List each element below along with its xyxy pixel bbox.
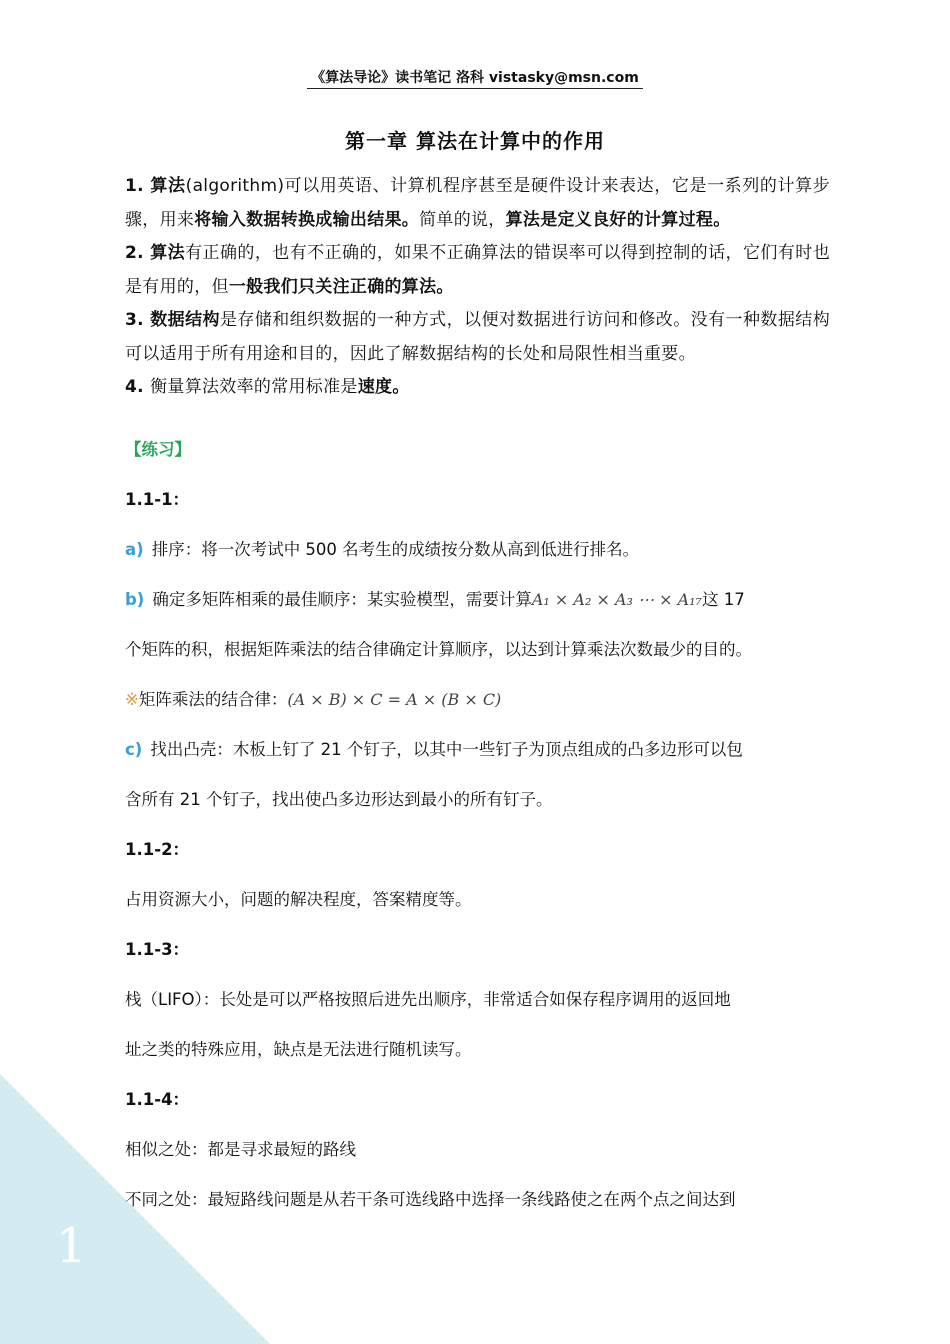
q1-1-a-text: 排序：将一次考试中 500 名考生的成绩按分数从高到低进行排名。 [151,540,640,559]
q1-1-b [125,588,835,612]
p4-num: 4. [125,377,151,397]
q1-1-b-label: b) [125,590,145,609]
p1-text-2: 简单的说， [419,209,506,230]
page-number: 1 [56,1218,87,1274]
intro-paragraph-2 [125,237,830,304]
q1-1-c-text-1: 找出凸壳：木板上钉了 21 个钉子，以其中一些钉子为顶点组成的凸多边形可以包 [150,740,743,759]
note-math: (A × B) × C = A × (B × C) [287,690,502,709]
q1-2-label: 1.1-2： [125,840,190,859]
q1-3-text-2: 址之类的特殊应用，缺点是无法进行随机读写。 [125,1040,472,1059]
q1-1-b-cont: 个矩阵的积，根据矩阵乘法的结合律确定计算顺序，以达到计算乘法次数最少的目的。 [125,640,752,659]
p2-num: 2. [125,243,151,263]
q1-1-a [125,538,835,562]
p1-text-1: (algorithm)可以用英语、计算机程序甚至是硬件设计来表达，它是一系列的计算步骤，用来 [125,176,830,230]
p1-num: 1. [125,176,151,196]
intro-paragraph-3 [125,304,830,371]
intro-paragraph-1 [125,170,830,237]
q1-4-label: 1.1-4： [125,1090,190,1109]
exercise-title: 【练习】 [125,440,191,459]
p3-bold-1: 数据结构 [150,310,220,330]
q1-1-c [125,738,835,762]
p2-text-1: 有正确的，也有不正确的，如果不正确算法的错误率可以得到控制的话，它们有时也是有用的，但 [125,243,830,297]
q1-1-label: 1.1-1： [125,490,190,509]
q1-3-label: 1.1-3： [125,940,190,959]
page-header [0,68,950,88]
q1-1-b-text-2: 这 17 [701,590,745,609]
p3-text-1: 是存储和组织数据的一种方式，以便对数据进行访问和修改。没有一种数据结构可以适用于所有用途和目的，因此了解数据结构的长处和局限性相当重要。 [125,310,831,364]
p2-bold-2: 一般我们只关注正确的算法。 [228,276,454,297]
p1-bold-2: 将输入数据转换成输出结果。 [194,209,420,230]
q1-1-b-text-1: 确定多矩阵相乘的最佳顺序：某实验模型，需要计算 [152,590,532,609]
q1-1-c-cont: 含所有 21 个钉子，找出使凸多边形达到最小的所有钉子。 [125,790,553,809]
header-text: 《算法导论》读书笔记 洛科 vistasky@msn.com [307,70,643,89]
q1-2-text: 占用资源大小，问题的解决程度，答案精度等。 [125,890,472,909]
p4-bold-1: 速度。 [357,377,410,397]
q1-1-a-label: a) [125,540,144,559]
p1-bold-3: 算法是定义良好的计算过程。 [505,209,731,230]
p3-num: 3. [125,310,151,330]
p4-text-1: 衡量算法效率的常用标准是 [150,377,358,397]
chapter-title: 第一章 算法在计算中的作用 [345,129,605,153]
q1-1-b-math: A₁ × A₂ × A₃ ⋯ × A₁₇ [531,590,702,609]
note-text: 矩阵乘法的结合律： [138,690,288,709]
p2-bold-1: 算法 [150,243,186,263]
intro-section [125,170,830,405]
q1-4-text-2: 不同之处：最短路线问题是从若干条可选线路中选择一条线路使之在两个点之间达到 [125,1190,736,1209]
q1-3-text-1: 栈（LIFO）：长处是可以严格按照后进先出顺序，非常适合如保存程序调用的返回地 [125,990,731,1009]
p1-bold-1: 算法 [150,176,186,196]
note-mark: ※ [125,690,139,709]
q1-4-text-1: 相似之处：都是寻求最短的路线 [125,1140,356,1159]
intro-paragraph-4 [125,371,830,405]
q1-1-note [125,688,835,712]
q1-1-c-label: c) [125,740,143,759]
